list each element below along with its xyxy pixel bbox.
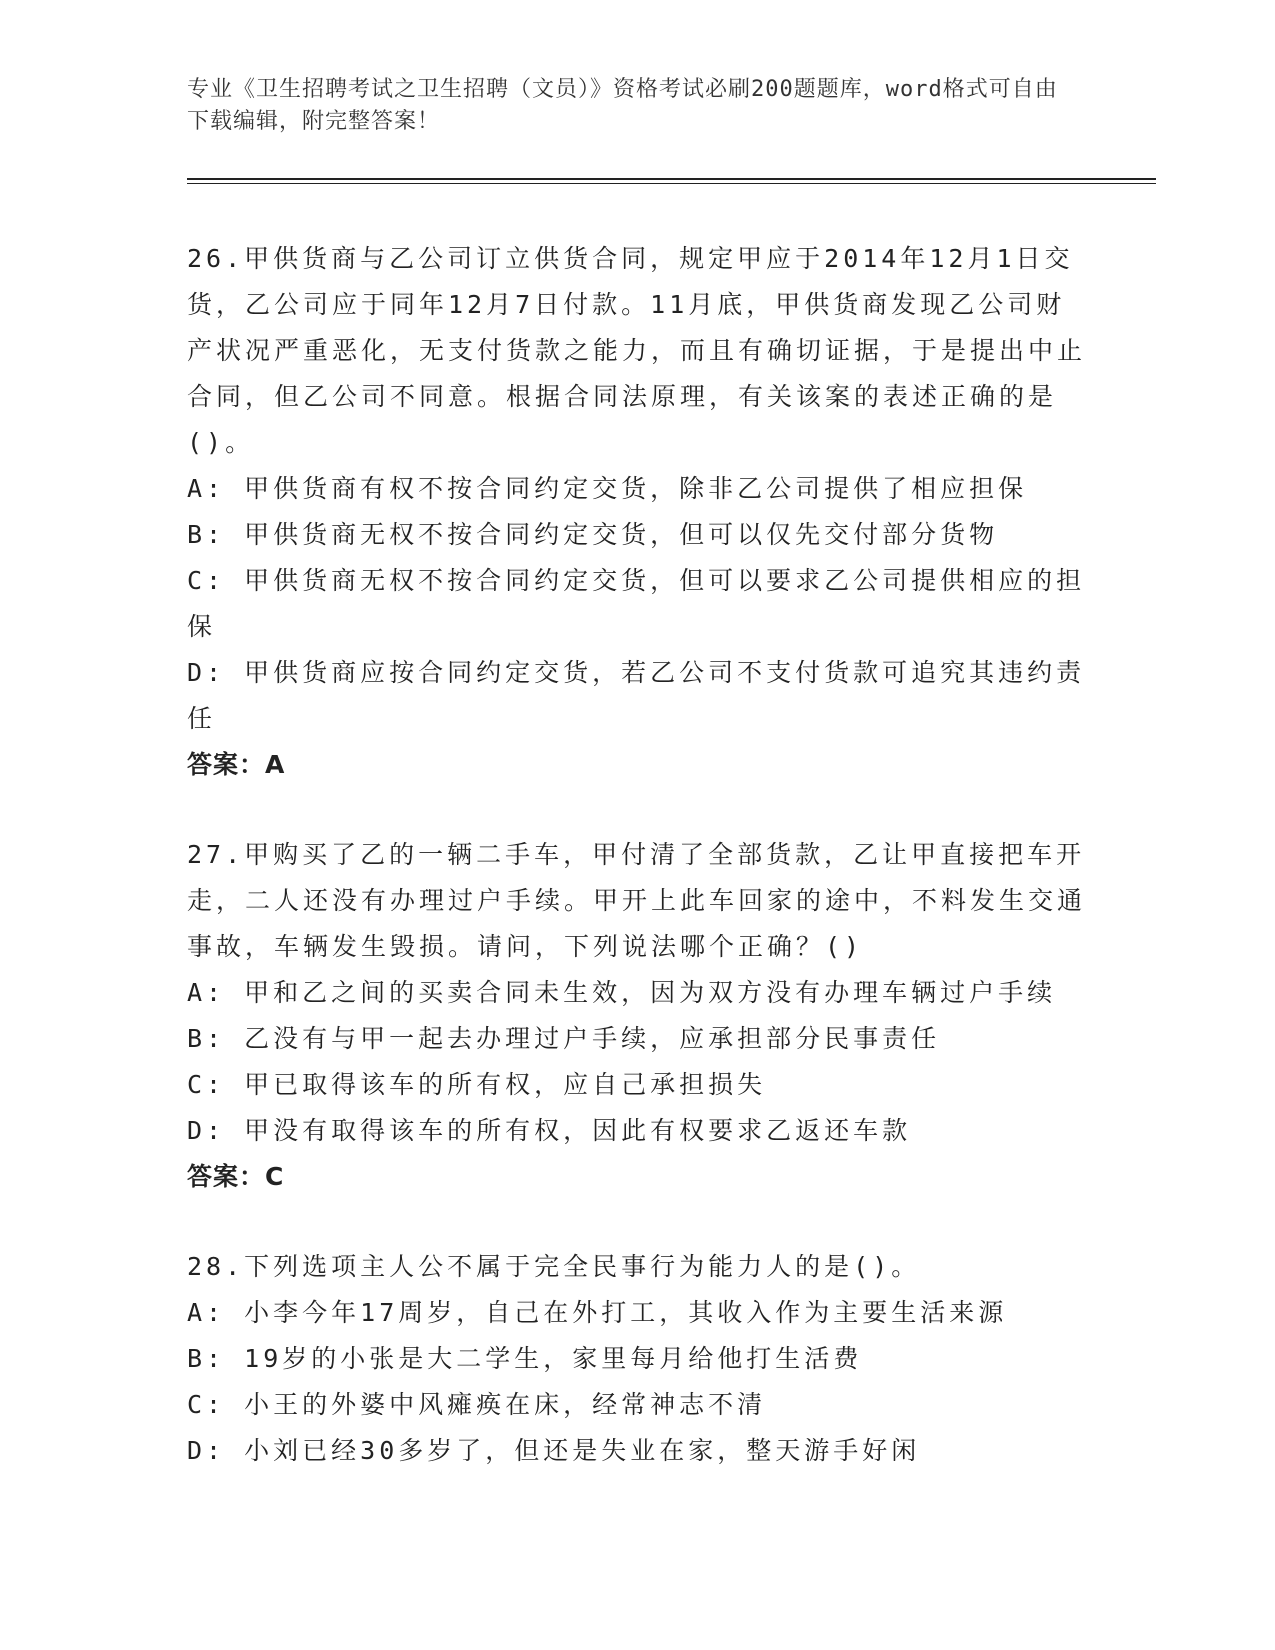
- question-stem: 28.下列选项主人公不属于完全民事行为能力人的是()。: [187, 1252, 921, 1281]
- question-26: [187, 236, 1087, 788]
- option-a: A: 小李今年17周岁，自己在外打工，其收入作为主要生活来源: [187, 1298, 1008, 1327]
- option-d: D: 甲没有取得该车的所有权，因此有权要求乙返还车款: [187, 1116, 912, 1145]
- option-a: A: 甲供货商有权不按合同约定交货，除非乙公司提供了相应担保: [187, 474, 1028, 503]
- answer-label: 答案：C: [187, 1162, 285, 1191]
- document-header: [187, 74, 1067, 138]
- option-c: C: 小王的外婆中风瘫痪在床，经常神志不清: [187, 1390, 767, 1419]
- question-stem: 27.甲购买了乙的一辆二手车，甲付清了全部货款，乙让甲直接把车开走，二人还没有办理过户手续。甲开上此车回家的途中，不料发生交通事故，车辆发生毁损。请问，下列说法哪个正确？(): [187, 840, 1087, 961]
- header-divider-thin: [187, 183, 1156, 184]
- option-a: A: 甲和乙之间的买卖合同未生效，因为双方没有办理车辆过户手续: [187, 978, 1057, 1007]
- question-27: [187, 832, 1087, 1200]
- option-b: B: 乙没有与甲一起去办理过户手续，应承担部分民事责任: [187, 1024, 941, 1053]
- answer-label: 答案：A: [187, 750, 286, 779]
- option-c: C: 甲已取得该车的所有权，应自己承担损失: [187, 1070, 767, 1099]
- question-28: [187, 1244, 1087, 1474]
- question-list: [187, 236, 1087, 1518]
- option-d: D: 小刘已经30多岁了，但还是失业在家，整天游手好闲: [187, 1436, 921, 1465]
- question-stem: 26.甲供货商与乙公司订立供货合同，规定甲应于2014年12月1日交货，乙公司应于同年12月7日付款。11月底，甲供货商发现乙公司财产状况严重恶化，无支付货款之能力，而且有确切证据，于是提出中止合同，但乙公司不同意。根据合同法原理，有关该案的表述正确的是()。: [187, 244, 1087, 457]
- header-divider-thick: [187, 178, 1156, 180]
- option-b: B: 甲供货商无权不按合同约定交货，但可以仅先交付部分货物: [187, 520, 999, 549]
- header-title: 专业《卫生招聘考试之卫生招聘（文员）》资格考试必刷200题题库，word格式可自由下载编辑，附完整答案！: [187, 77, 1058, 134]
- option-b: B: 19岁的小张是大二学生，家里每月给他打生活费: [187, 1344, 863, 1373]
- option-d: D: 甲供货商应按合同约定交货，若乙公司不支付货款可追究其违约责任: [187, 658, 1086, 733]
- option-c: C: 甲供货商无权不按合同约定交货，但可以要求乙公司提供相应的担保: [187, 566, 1086, 641]
